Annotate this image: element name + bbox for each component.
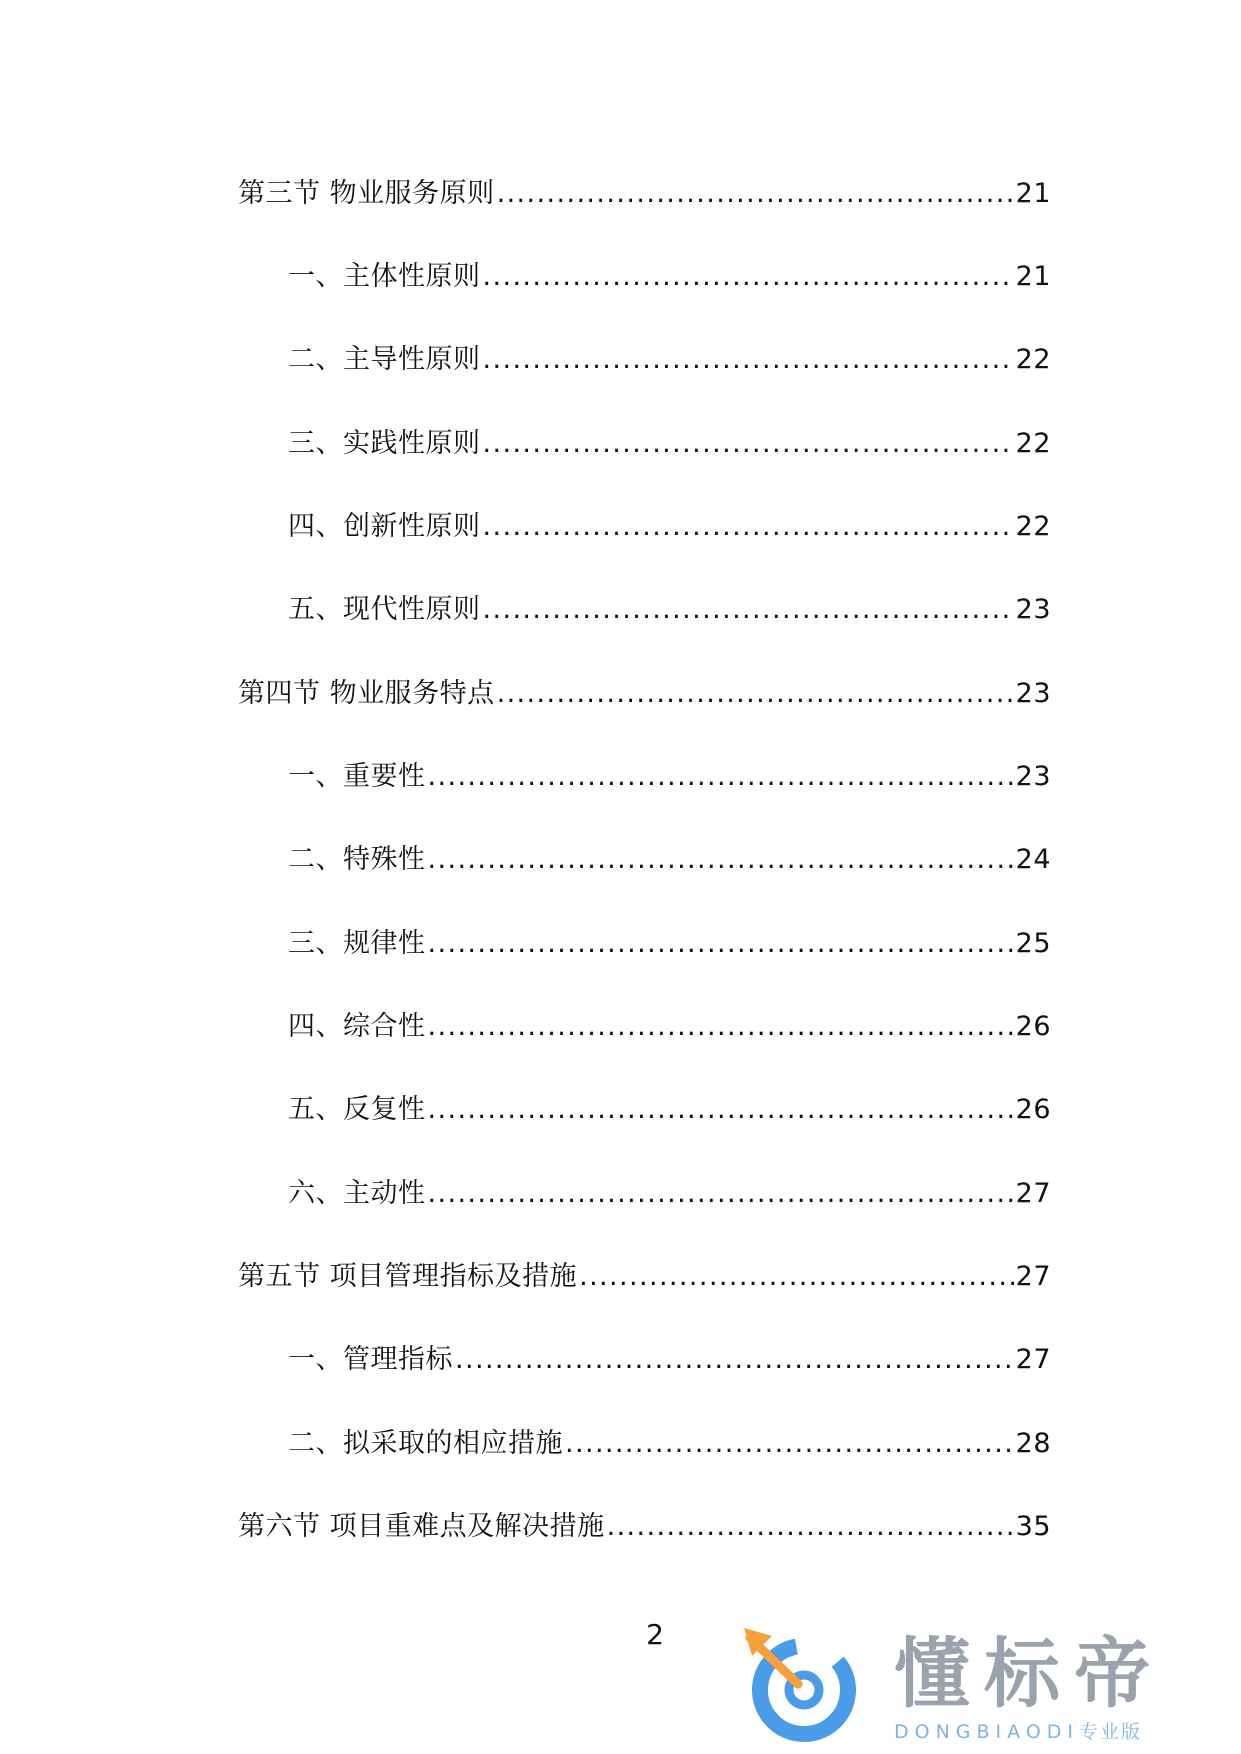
watermark-brand-cn: 懂标帝	[894, 1629, 1164, 1718]
toc-entry-title: 第六节 项目重难点及解决措施	[238, 1511, 605, 1542]
toc-leader-dots	[455, 1340, 1014, 1380]
toc-leader-dots	[607, 1507, 1014, 1547]
toc-entry-title: 三、规律性	[288, 928, 426, 959]
toc-entry[interactable]	[288, 1340, 1051, 1380]
toc-entry-title: 四、创新性原则	[288, 511, 481, 542]
watermark-edition: 专业版	[1079, 1721, 1143, 1743]
toc-leader-dots	[565, 1424, 1014, 1464]
toc-entry-page: 27	[1015, 1344, 1051, 1375]
watermark-logo	[742, 1628, 1222, 1746]
toc-entry[interactable]	[288, 924, 1051, 964]
toc-entry[interactable]	[288, 257, 1051, 297]
toc-entry-title: 二、特殊性	[288, 844, 426, 875]
toc-entry-title: 四、综合性	[288, 1011, 426, 1042]
target-arrow-icon	[742, 1628, 882, 1746]
toc-leader-dots	[497, 174, 1014, 214]
toc-entry-title: 五、反复性	[288, 1094, 426, 1125]
toc-entry-page: 25	[1015, 928, 1051, 959]
toc-entry-page: 23	[1015, 594, 1051, 625]
toc-entry[interactable]	[288, 840, 1051, 880]
toc-entry[interactable]	[288, 1174, 1051, 1214]
toc-entry-title: 六、主动性	[288, 1178, 426, 1209]
toc-leader-dots	[428, 924, 1014, 964]
toc-entry-page: 22	[1015, 428, 1051, 459]
toc-entry-page: 22	[1015, 344, 1051, 375]
toc-entry-page: 26	[1015, 1011, 1051, 1042]
toc-leader-dots	[428, 1007, 1014, 1047]
page-number: 2	[646, 1618, 664, 1651]
toc-entry-page: 24	[1015, 844, 1051, 875]
toc-entry-title: 五、现代性原则	[288, 594, 481, 625]
toc-entry-page: 23	[1015, 761, 1051, 792]
toc-leader-dots	[483, 424, 1014, 464]
toc-entry-page: 27	[1015, 1178, 1051, 1209]
toc-entry[interactable]	[288, 1090, 1051, 1130]
toc-entry-title: 二、主导性原则	[288, 344, 481, 375]
toc-entry-page: 21	[1015, 261, 1051, 292]
toc-leader-dots	[428, 840, 1014, 880]
toc-entry-page: 35	[1015, 1511, 1051, 1542]
toc-entry-page: 28	[1015, 1428, 1051, 1459]
toc-entry-page: 21	[1015, 178, 1051, 209]
toc-leader-dots	[579, 1257, 1014, 1297]
toc-entry[interactable]	[288, 507, 1051, 547]
toc-entry-title: 一、重要性	[288, 761, 426, 792]
toc-leader-dots	[497, 674, 1014, 714]
toc-leader-dots	[483, 257, 1014, 297]
toc-entry-title: 一、管理指标	[288, 1344, 453, 1375]
toc-leader-dots	[483, 507, 1014, 547]
toc-leader-dots	[428, 1090, 1014, 1130]
toc-entry-title: 第五节 项目管理指标及措施	[238, 1261, 578, 1292]
toc-leader-dots	[483, 590, 1014, 630]
toc-entry[interactable]	[238, 1507, 1051, 1547]
toc-entry-title: 一、主体性原则	[288, 261, 481, 292]
toc-entry-title: 三、实践性原则	[288, 428, 481, 459]
toc-entry[interactable]	[288, 1007, 1051, 1047]
toc-entry[interactable]	[238, 174, 1051, 214]
toc-entry-title: 第四节 物业服务特点	[238, 678, 495, 709]
toc-entry[interactable]	[288, 757, 1051, 797]
toc-leader-dots	[483, 340, 1014, 380]
toc-entry-title: 第三节 物业服务原则	[238, 178, 495, 209]
toc-entry[interactable]	[288, 424, 1051, 464]
watermark-brand-en-text: DONGBIAODI	[894, 1721, 1080, 1743]
toc-entry[interactable]	[238, 674, 1051, 714]
toc-leader-dots	[428, 757, 1014, 797]
toc-entry[interactable]	[288, 340, 1051, 380]
toc-leader-dots	[428, 1174, 1014, 1214]
toc-entry[interactable]	[288, 1424, 1051, 1464]
toc-entry-page: 27	[1015, 1261, 1051, 1292]
watermark-brand-en	[894, 1720, 1142, 1744]
toc-entry[interactable]	[238, 1257, 1051, 1297]
toc-entry-title: 二、拟采取的相应措施	[288, 1428, 563, 1459]
toc-entry-page: 23	[1015, 678, 1051, 709]
toc-entry-page: 22	[1015, 511, 1051, 542]
toc-entry-page: 26	[1015, 1094, 1051, 1125]
toc-entry[interactable]	[288, 590, 1051, 630]
